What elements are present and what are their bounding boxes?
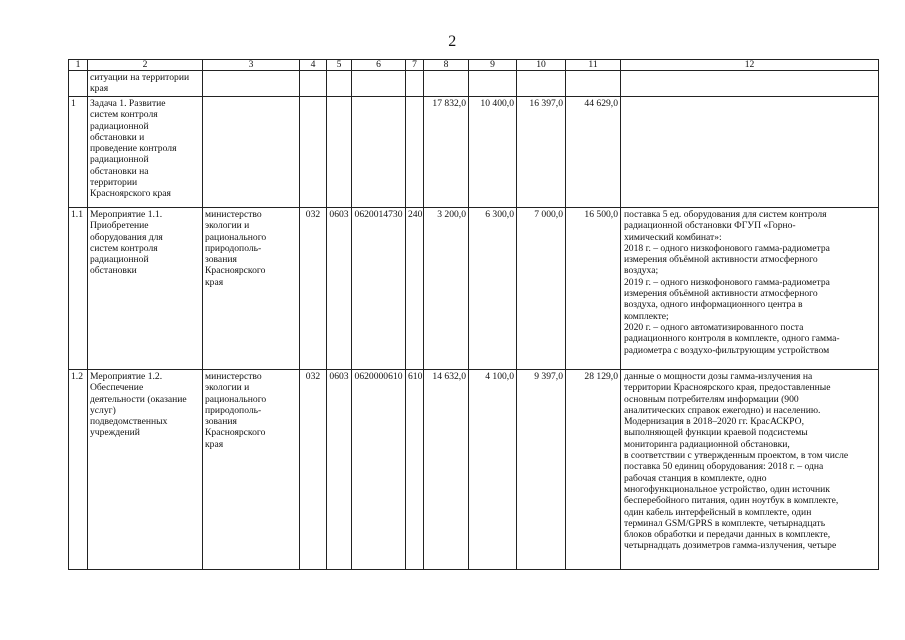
cell-2020: 16 397,0 (517, 97, 566, 208)
header-cell: 2 (88, 60, 203, 71)
cell-rzpr (327, 97, 352, 208)
cell-2019: 6 300,0 (469, 208, 517, 370)
cell-2020: 9 397,0 (517, 370, 566, 570)
cell-grbs (300, 97, 327, 208)
table-row-continuation (69, 71, 879, 97)
cell-2019: 4 100,0 (469, 370, 517, 570)
cell-result (621, 97, 879, 208)
cell-result: данные о мощности дозы гамма-излучения на территории Красноярского края, предоставленные основным потребителям информации (900 аналитических справок ежегодно) и населению. Модернизация в 2018–2020 гг. КрасАСКРО, выполняющей функции краевой подсистемы мониторинга радиационной обстановки, в соответствии с утвержденным проектом, в том числе поставка 50 единиц оборудования: 2018 г. – одна рабочая станция в комплекте, одно многофункциональное устройство, один источник бесперебойного питания, один ноутбук в комплекте, один кабель интерфейсный в комплекте, один терминал GSM/GPRS в комплекте, четырнадцать блоков обработки и передачи данных в комплекте, четырнадцать дозиметров гамма-излучения, четыре (621, 370, 879, 570)
cell-result: поставка 5 ед. оборудования для систем контроля радиационной обстановки ФГУП «Горно- химический комбинат»: 2018 г. – одного низкофонового гамма-радиометра измерения объёмной активности атмосферного воздуха; 2019 г. – одного низкофонового гамма-радиометра измерения объёмной активности атмосферного воздуха, одного информационного центра в комплекте; 2020 г. – одного автоматизированного поста радиационного контроля в комплекте, одного гамма- радиометра с воздухо-фильтрующим устройством (621, 208, 879, 370)
cell-csr: 0620014730 (352, 208, 406, 370)
cell-name: Мероприятие 1.2. Обеспечение деятельности (оказание услуг) подведомственных учреждений (88, 370, 203, 570)
header-cell: 10 (517, 60, 566, 71)
header-cell: 5 (327, 60, 352, 71)
table-row (69, 208, 879, 370)
cell-csr: 0620000610 (352, 370, 406, 570)
header-cell: 11 (566, 60, 621, 71)
table-row (69, 97, 879, 208)
budget-table (68, 59, 879, 570)
cell-total: 28 129,0 (566, 370, 621, 570)
cell-executor: министерство экологии и рационального природополь- зования Красноярского края (203, 370, 300, 570)
header-cell: 4 (300, 60, 327, 71)
cell-executor (203, 97, 300, 208)
cell-grbs: 032 (300, 208, 327, 370)
header-cell: 7 (406, 60, 424, 71)
cell-number: 1.1 (69, 208, 88, 370)
cell-name: Мероприятие 1.1. Приобретение оборудования для систем контроля радиационной обстановки (88, 208, 203, 370)
header-cell: 8 (424, 60, 469, 71)
cell-2018: 17 832,0 (424, 97, 469, 208)
cell-total: 44 629,0 (566, 97, 621, 208)
cell-csr (352, 97, 406, 208)
header-cell: 9 (469, 60, 517, 71)
cell-name: Задача 1. Развитие систем контроля радиационной обстановки и проведение контроля радиационной обстановки на территории Красноярского края (88, 97, 203, 208)
header-cell: 12 (621, 60, 879, 71)
header-row (69, 60, 879, 71)
cell-number: 1.2 (69, 370, 88, 570)
cell-vr: 240 (406, 208, 424, 370)
cell-number: 1 (69, 97, 88, 208)
cell-rzpr: 0603 (327, 208, 352, 370)
cell-executor: министерство экологии и рационального природополь- зования Красноярского края (203, 208, 300, 370)
header-cell: 1 (69, 60, 88, 71)
cell-vr (406, 97, 424, 208)
cell-2019: 10 400,0 (469, 97, 517, 208)
cell-rzpr: 0603 (327, 370, 352, 570)
cell-name: ситуации на территории края (88, 71, 203, 97)
cell-vr: 610 (406, 370, 424, 570)
cell-total: 16 500,0 (566, 208, 621, 370)
page-number: 2 (448, 33, 457, 50)
table-row (69, 370, 879, 570)
cell-2020: 7 000,0 (517, 208, 566, 370)
cell-2018: 14 632,0 (424, 370, 469, 570)
header-cell: 6 (352, 60, 406, 71)
cell-2018: 3 200,0 (424, 208, 469, 370)
cell-grbs: 032 (300, 370, 327, 570)
header-cell: 3 (203, 60, 300, 71)
